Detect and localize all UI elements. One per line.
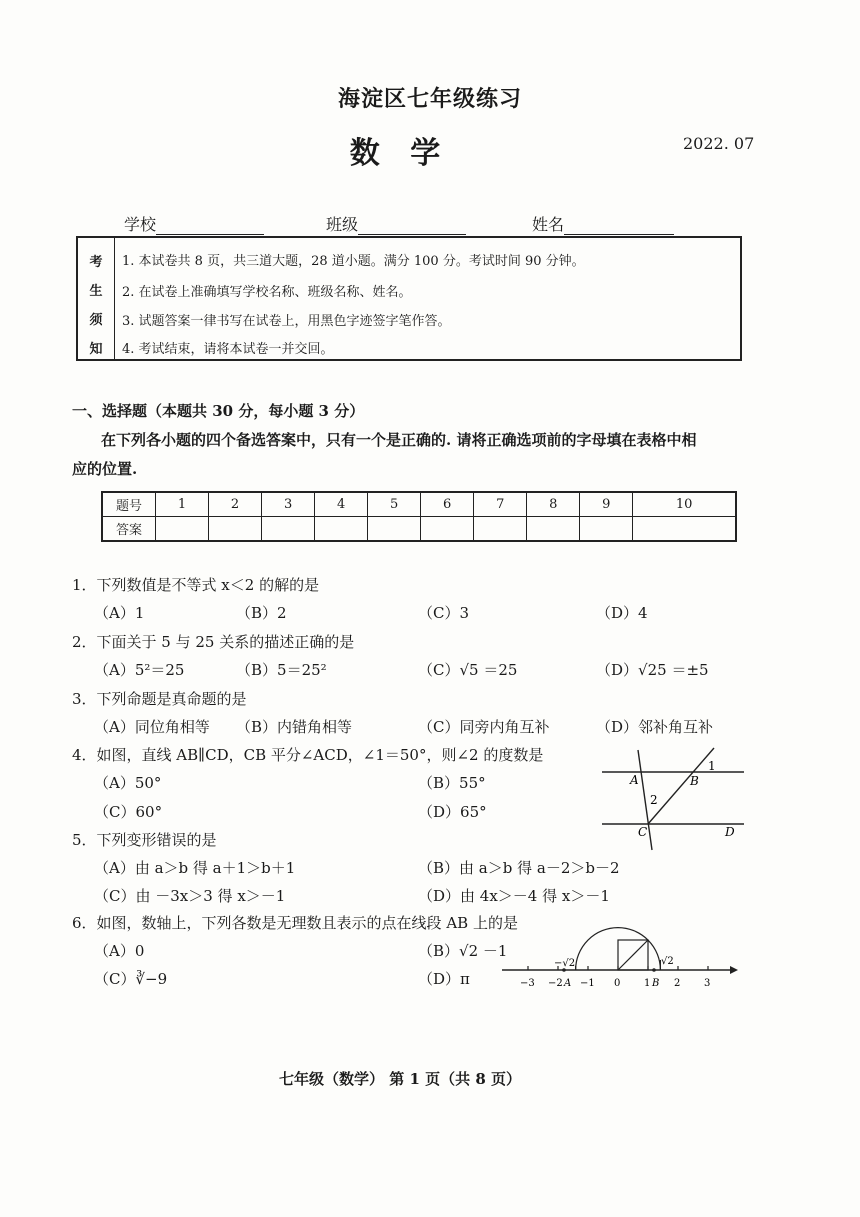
section-instruction-cont: 应的位置. [72, 460, 138, 478]
exam-date: 2022. 07 [683, 134, 755, 153]
question-number-cell: 8 [527, 492, 580, 517]
table-header-cell: 题号 [102, 492, 156, 517]
answer-cell[interactable] [527, 517, 580, 542]
name-label: 姓名 [532, 215, 565, 234]
question-number-cell: 10 [633, 492, 736, 517]
fig6-tick-label: 3 [704, 978, 711, 989]
q2-option-c[interactable]: （C）√5 ＝25 [418, 661, 518, 679]
fig6-tick-label: 1 [644, 978, 651, 989]
fig4-label-a: A [630, 773, 639, 787]
school-label: 学校 [124, 215, 157, 234]
class-field[interactable] [326, 212, 466, 235]
q1-option-c[interactable]: （C）3 [418, 604, 470, 622]
name-blank[interactable] [564, 218, 674, 235]
q5-option-d[interactable]: （D）由 4x＞－4 得 x＞－1 [418, 887, 610, 905]
q5-option-c[interactable]: （C）由 －3x＞3 得 x＞－1 [94, 887, 286, 905]
fig6-tick-label: −2 [548, 978, 563, 989]
q3-option-a[interactable]: （A）同位角相等 [94, 718, 210, 736]
table-row [102, 492, 736, 517]
q6-option-b[interactable]: （B）√2 －1 [418, 942, 508, 960]
fig6-label-b: B [652, 978, 660, 989]
exam-notice-box [76, 236, 742, 361]
section-heading: 一、选择题（本题共 30 分，每小题 3 分） [72, 402, 365, 420]
question-number-cell: 7 [474, 492, 527, 517]
table-row [102, 517, 736, 542]
question-6-stem: 6．如图，数轴上，下列各数是无理数且表示的点在线段 AB 上的是 [72, 914, 518, 932]
exam-title: 海淀区七年级练习 [337, 86, 522, 112]
school-field[interactable] [124, 212, 264, 235]
fig6-tick-label: −3 [520, 978, 535, 989]
q6-number-line-figure [498, 918, 744, 994]
name-field[interactable] [532, 212, 674, 235]
answer-cell[interactable] [474, 517, 527, 542]
question-number-cell: 3 [262, 492, 315, 517]
q2-option-d[interactable]: （D）√25 ＝±5 [596, 661, 709, 679]
q3-option-c[interactable]: （C）同旁内角互补 [418, 718, 550, 736]
notice-side-label [78, 238, 115, 359]
page-footer: 七年级（数学） 第 1 页（共 8 页） [279, 1070, 521, 1088]
q3-option-d[interactable]: （D）邻补角互补 [596, 718, 714, 736]
answer-cell[interactable] [421, 517, 474, 542]
fig4-label-d: D [725, 825, 735, 839]
section-instruction: 在下列各小题的四个备选答案中，只有一个是正确的. 请将正确选项前的字母填在表格中相 [101, 431, 697, 449]
q4-option-c[interactable]: （C）60° [94, 803, 163, 821]
fig4-label-b: B [690, 774, 699, 788]
q2-option-a[interactable]: （A）5²＝25 [94, 661, 185, 679]
notice-item: 4. 考试结束，请将本试卷一并交回。 [122, 342, 334, 357]
answer-cell[interactable] [209, 517, 262, 542]
class-blank[interactable] [358, 218, 466, 235]
fig6-tick-label: 0 [614, 978, 621, 989]
notice-side-char: 考 [89, 255, 103, 270]
question-number-cell: 5 [368, 492, 421, 517]
class-label: 班级 [326, 215, 359, 234]
answer-cell[interactable] [580, 517, 633, 542]
answer-cell[interactable] [633, 517, 736, 542]
q3-option-b[interactable]: （B）内错角相等 [236, 718, 353, 736]
school-blank[interactable] [156, 218, 264, 235]
table-header-cell: 答案 [102, 517, 156, 542]
answer-cell[interactable] [315, 517, 368, 542]
fig6-label-sqrt2: √2 [661, 956, 674, 967]
fig6-tick-label: 2 [674, 978, 681, 989]
q6-option-d[interactable]: （D）π [418, 970, 470, 988]
answer-cell[interactable] [262, 517, 315, 542]
notice-item: 3. 试题答案一律书写在试卷上，用黑色字迹签字笔作答。 [122, 314, 451, 329]
question-number-cell: 6 [421, 492, 474, 517]
answer-table [101, 491, 737, 542]
notice-item: 2. 在试卷上准确填写学校名称、班级名称、姓名。 [122, 285, 412, 300]
notice-item: 1. 本试卷共 8 页，共三道大题，28 道小题。满分 100 分。考试时间 90 分钟。 [122, 254, 585, 269]
fig4-label-c: C [638, 825, 648, 839]
notice-side-char: 须 [89, 313, 103, 328]
question-number-cell: 1 [156, 492, 209, 517]
question-3-stem: 3．下列命题是真命题的是 [72, 690, 247, 708]
q4-option-a[interactable]: （A）50° [94, 774, 162, 792]
q6-option-a[interactable]: （A）0 [94, 942, 145, 960]
q6-option-c[interactable]: （C）∛−9 [94, 970, 168, 988]
question-number-cell: 4 [315, 492, 368, 517]
notice-side-char: 知 [89, 342, 103, 357]
q1-option-b[interactable]: （B）2 [236, 604, 287, 622]
fig6-label-a: A [564, 978, 572, 989]
fig4-label-2: 2 [650, 793, 658, 807]
question-2-stem: 2．下面关于 5 与 25 关系的描述正确的是 [72, 633, 355, 651]
q4-option-d[interactable]: （D）65° [418, 803, 487, 821]
question-1-stem: 1．下列数值是不等式 x＜2 的解的是 [72, 576, 320, 594]
question-5-stem: 5．下列变形错误的是 [72, 831, 217, 849]
q2-option-b[interactable]: （B）5＝25² [236, 661, 327, 679]
answer-cell[interactable] [156, 517, 209, 542]
q5-option-a[interactable]: （A）由 a＞b 得 a＋1＞b＋1 [94, 859, 296, 877]
q4-parallel-lines-figure [598, 742, 748, 854]
question-4-stem: 4．如图，直线 AB∥CD，CB 平分∠ACD，∠1＝50°，则∠2 的度数是 [72, 746, 544, 764]
fig6-tick-label: −1 [580, 978, 595, 989]
notice-side-char: 生 [89, 284, 103, 299]
question-number-cell: 9 [580, 492, 633, 517]
fig6-label-neg-sqrt2: −√2 [554, 958, 576, 969]
q5-option-b[interactable]: （B）由 a＞b 得 a－2＞b－2 [418, 859, 620, 877]
subject-title: 数 学 [349, 136, 451, 171]
answer-cell[interactable] [368, 517, 421, 542]
q1-option-d[interactable]: （D）4 [596, 604, 648, 622]
q1-option-a[interactable]: （A）1 [94, 604, 145, 622]
q4-option-b[interactable]: （B）55° [418, 774, 486, 792]
fig4-label-1: 1 [708, 759, 716, 773]
question-number-cell: 2 [209, 492, 262, 517]
